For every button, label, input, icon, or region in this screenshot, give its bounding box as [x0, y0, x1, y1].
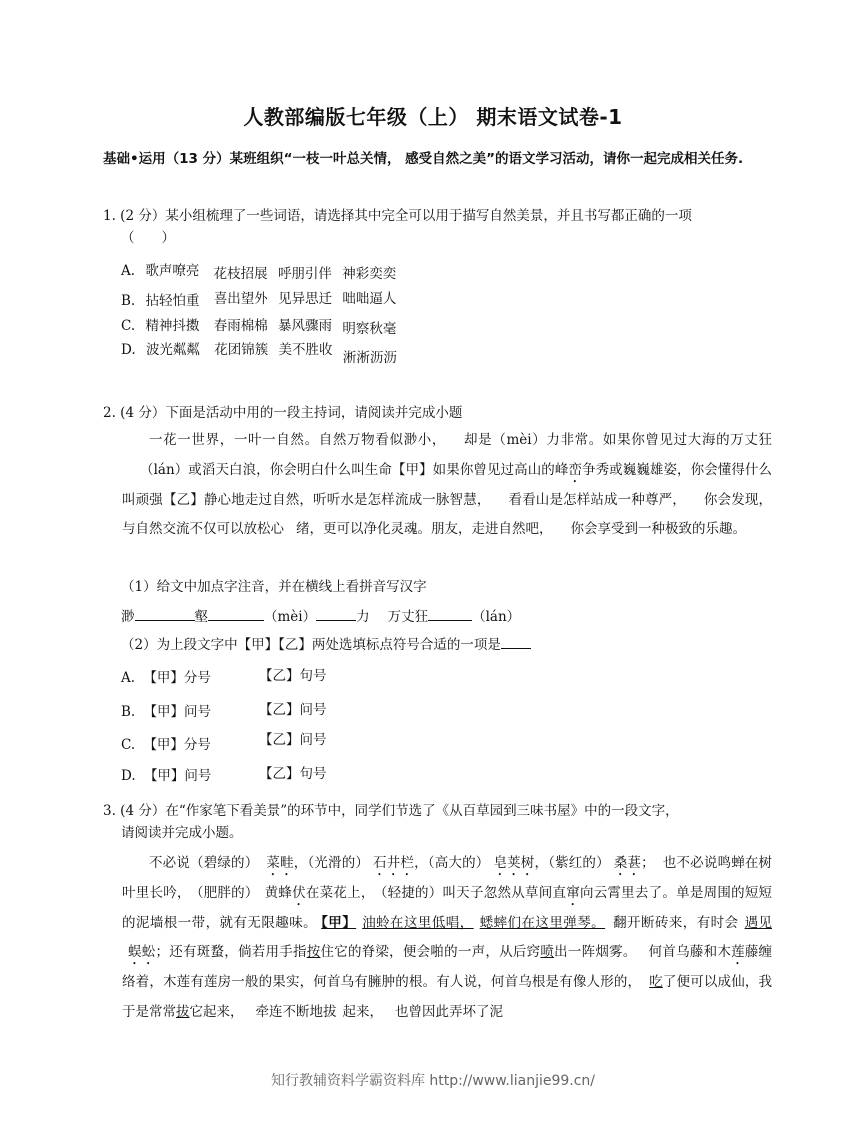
section-intro: 基础•运用（13 分）某班组织“一枝一叶总关情， 感受自然之美”的语文学习活动，请你一起完成相关任务.	[103, 151, 744, 167]
dotted-char: 峦	[568, 461, 583, 478]
q2-sub1: （1）给文中加点字注音，并在横线上看拼音写汉字	[121, 579, 427, 595]
q3-stem: 3. (4 分）在“作家笔下看美景”的环节中，同学们节选了《从百草园到三味书屋》中的一段文字，	[103, 803, 679, 819]
q1-option-a: A. 歌声嘹亮 花枝招展 呼朋引伴 神彩奕奕	[121, 263, 397, 282]
q1-option-d: D. 波光粼粼 花团锦簇 美不胜收 淅淅沥沥	[121, 342, 397, 366]
q2-option-b: B. 【甲】问号 【乙】问号	[121, 702, 327, 720]
q1-option-c: C. 精神抖擞 春雨棉棉 暴风骤雨 明察秋毫	[121, 318, 397, 337]
q3-passage: 不必说（碧绿的） 菜畦，（光滑的） 石井栏，（高大的） 皂荚树，（紫红的） 桑葚； 也不必说鸣蝉在树叶里长吟， （肥胖的） 黄蜂伏在菜花上， （轻捷的）叫天子忽然从草间直窜向云霄里去了。单是周围的短短的泥墙根一带，就有无限趣味。 【甲】 油蛉在这里低唱， 蟋蟀们在这里弹琴。 翻开断砖来，有时会 遇见蜈蚣；还有斑蝥，倘若用手指按住它的脊梁，便会啪的一声，从后窍喷出一阵烟雾。 何首乌藤和木莲藤缠络着，木莲有莲房一般的果实，何首乌有臃肿的根。有人说，何首乌根是有像人形的， 吃了便可以成仙，我于是常常拔它起来， 牵连不断地拔 起来， 也曾因此弄坏了泥	[122, 855, 773, 1020]
q3-stem-cont: 请阅读并完成小题。	[121, 825, 243, 841]
answer-blank[interactable]	[208, 606, 264, 621]
blank-jia-marker: 【甲】	[321, 915, 357, 931]
q2-sub2: （2）为上段文字中【甲】【乙】两处选填标点符号合适的一项是	[121, 633, 531, 653]
q2-option-c: C. 【甲】分号 【乙】问号	[121, 732, 327, 753]
answer-blank[interactable]	[316, 606, 356, 621]
answer-blank[interactable]	[135, 606, 195, 621]
q2-passage: 一花一世界，一叶一自然。自然万物看似渺小， 却是（mèi）力非常。如果你曾见过大海的万丈狂（lán）或滔天白浪，你会明白什么叫生命【甲】如果你曾见过高山的峰峦争秀或巍巍雄姿，你会懂得什么叫顽强【乙】静心地走过自然，听听水是怎样流成一脉智慧， 看看山是怎样站成一种尊严， 你会发现，与自然交流不仅可以放松心 绪，更可以净化灵魂。朋友，走进自然吧， 你会享受到一种极致的乐趣。	[122, 432, 773, 537]
q2-option-d: D. 【甲】问号 【乙】句号	[121, 766, 327, 784]
q2-option-a: A. 【甲】分号 【乙】句号	[121, 668, 327, 686]
q1-stem: 1. (2 分）某小组梳理了一些词语，请选择其中完全可以用于描写自然美景，并且书写都正确的一项	[103, 208, 692, 224]
q2-fill-line: 渺 壑 （mèi） 力 万丈狂 （lán）	[121, 605, 520, 625]
q2-stem: 2. (4 分）下面是活动中用的一段主持词，请阅读并完成小题	[103, 405, 463, 421]
answer-blank[interactable]	[501, 634, 531, 649]
page-title: 人教部编版七年级（上） 期末语文试卷-1	[243, 105, 623, 129]
q1-option-b: B. 拈轻怕重 喜出望外 见异思迁 咄咄逼人	[121, 291, 397, 309]
q1-answer-paren: （ ）	[121, 230, 175, 246]
footer-watermark: 知行教辅资料学霸资料库 http://www.lianjie99.cn/	[270, 1073, 596, 1089]
answer-blank[interactable]	[428, 606, 472, 621]
